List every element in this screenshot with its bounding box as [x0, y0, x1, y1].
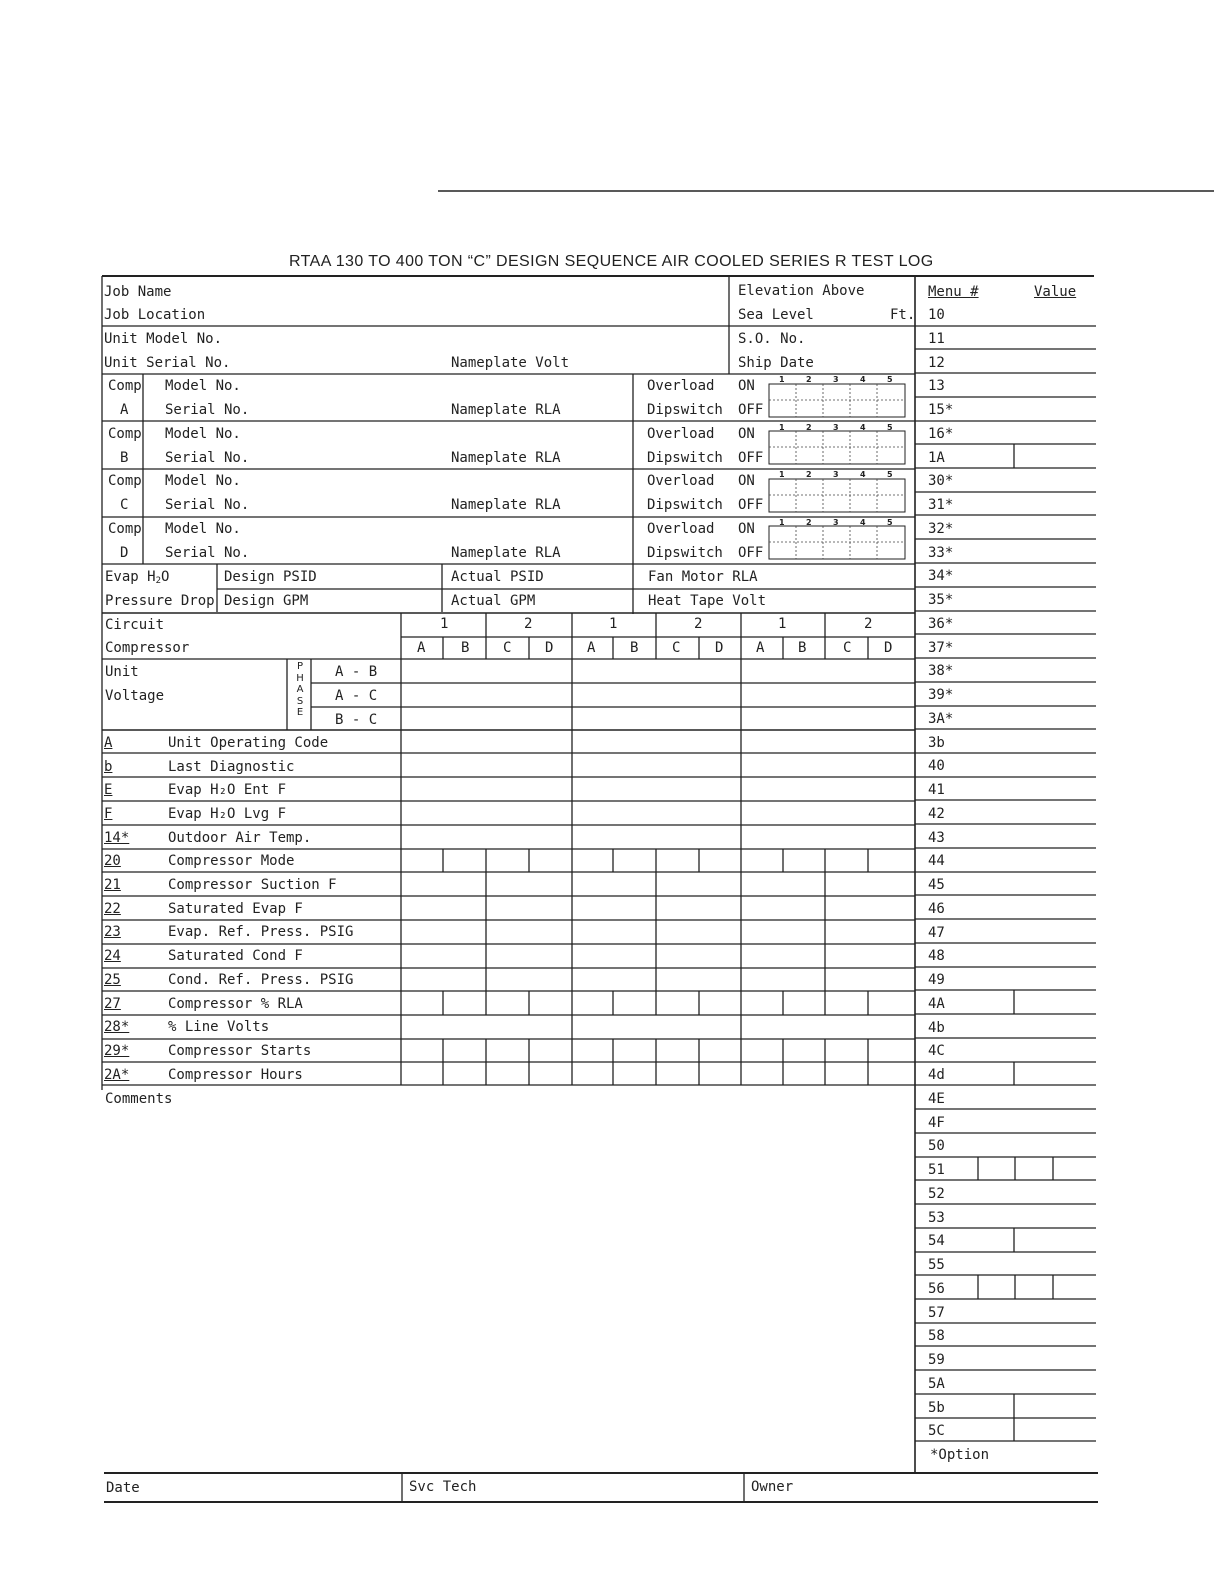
elevation-label: Elevation Above [738, 283, 865, 299]
compressor-letter: D [545, 640, 554, 656]
reading-label: Saturated Evap F [168, 901, 303, 917]
phase-letter: H [296, 672, 304, 684]
owner-label: Owner [751, 1479, 794, 1495]
overload-label: Overload [647, 378, 715, 394]
phase-letter: A [296, 684, 304, 696]
menu-number: 31* [928, 497, 954, 513]
phase-letter: E [296, 707, 304, 719]
reading-code: F [104, 806, 113, 822]
phase-label [294, 661, 306, 719]
dipswitch-number: 2 [806, 423, 812, 432]
menu-number: 56 [928, 1280, 945, 1297]
dipswitch-number: 4 [860, 470, 866, 479]
comp-label: Comp [108, 473, 142, 489]
comp-label: Comp [108, 378, 142, 394]
job-name-label: Job Name [104, 284, 172, 300]
reading-label: Compressor % RLA [168, 996, 303, 1012]
menu-header: Menu # [928, 284, 979, 300]
compressor-letter: C [843, 640, 852, 656]
reading-label: Outdoor Air Temp. [168, 830, 312, 846]
dipswitch-number: 3 [833, 423, 839, 432]
menu-number: 35* [928, 592, 954, 608]
comp-nameplate-rla-label: Nameplate RLA [451, 450, 561, 466]
comp-nameplate-rla-label: Nameplate RLA [451, 545, 561, 561]
compressor-letter: B [461, 640, 470, 656]
nameplate-volt-label: Nameplate Volt [451, 355, 570, 371]
design-gpm-label: Design GPM [224, 593, 309, 609]
comp-serial-label: Serial No. [165, 497, 250, 513]
design-psid-label: Design PSID [224, 569, 317, 585]
dipswitch-off-label: OFF [738, 450, 764, 466]
option-note: *Option [930, 1447, 990, 1463]
unit-model-label: Unit Model No. [104, 331, 223, 347]
menu-number: 4b [928, 1019, 945, 1036]
menu-number: 37* [928, 639, 954, 656]
dipswitch-number: 4 [860, 518, 866, 527]
menu-number: 4d [928, 1067, 945, 1083]
menu-number: 57 [928, 1304, 945, 1321]
reading-code: 23 [104, 924, 121, 940]
reading-label: Evap H₂O Ent F [168, 782, 287, 798]
menu-number: 47 [928, 924, 945, 941]
sea-level-label: Sea Level [738, 307, 814, 323]
phase-letter: S [296, 695, 304, 707]
reading-code: 27 [104, 996, 121, 1012]
comp-nameplate-rla-label: Nameplate RLA [451, 497, 561, 513]
dipswitch-number: 1 [779, 423, 785, 432]
menu-number: 4C [928, 1043, 945, 1060]
comp-letter: C [120, 497, 129, 513]
dipswitch-number: 3 [833, 375, 839, 384]
menu-number: 45 [928, 877, 945, 893]
reading-label: Compressor Hours [168, 1067, 303, 1083]
menu-number: 44 [928, 853, 945, 870]
reading-label: % Line Volts [168, 1019, 270, 1035]
overload-label: Overload [647, 473, 715, 489]
comp-model-label: Model No. [165, 473, 241, 489]
menu-number: 55 [928, 1257, 945, 1273]
reading-code: 25 [104, 972, 121, 988]
menu-number: 58 [928, 1328, 945, 1345]
dipswitch-on-label: ON [738, 426, 755, 442]
menu-number: 4F [928, 1114, 945, 1131]
dipswitch-number: 5 [887, 423, 893, 432]
comp-letter: B [120, 450, 129, 466]
menu-number: 13 [928, 378, 945, 395]
reading-code: 22 [104, 901, 121, 917]
menu-number: 54 [928, 1233, 945, 1250]
menu-number: 33* [928, 544, 954, 561]
menu-number: 53 [928, 1209, 945, 1226]
comp-serial-label: Serial No. [165, 545, 250, 561]
menu-number: 48 [928, 948, 945, 965]
reading-label: Compressor Starts [168, 1043, 312, 1059]
evap-h2o-label: Evap $H_2O$ [105, 569, 170, 586]
reading-label: Compressor Mode [168, 853, 295, 869]
menu-number: 39* [928, 687, 954, 703]
overload-label: Overload [647, 426, 715, 442]
compressor-letter: B [798, 640, 807, 656]
compressor-letter: A [756, 640, 765, 656]
dipswitch-number: 1 [779, 375, 785, 384]
comp-model-label: Model No. [165, 378, 241, 394]
compressor-letter: D [884, 640, 893, 656]
circuit-number: 2 [524, 616, 533, 632]
svc-tech-label: Svc Tech [409, 1479, 477, 1495]
menu-number: 46 [928, 900, 945, 917]
menu-number: 10 [928, 307, 945, 323]
menu-number: 5b [928, 1399, 945, 1416]
compressor-letter: A [417, 640, 426, 656]
job-location-label: Job Location [104, 307, 206, 323]
dipswitch-label: Dipswitch [647, 450, 723, 466]
ship-date-label: Ship Date [738, 355, 814, 371]
menu-number: 3A* [928, 710, 954, 727]
circuit-number: 1 [440, 616, 449, 632]
phase-pair-label: A - B [335, 664, 378, 680]
menu-number: 49 [928, 972, 945, 988]
comp-serial-label: Serial No. [165, 402, 250, 418]
reading-label: Evap H₂O Lvg F [168, 806, 287, 822]
menu-number: 3b [928, 734, 945, 751]
form-title: RTAA 130 TO 400 TON “C” DESIGN SEQUENCE AIR COOLED SERIES R TEST LOG [289, 253, 934, 270]
phase-pair-label: A - C [335, 688, 378, 704]
menu-number: 34* [928, 568, 954, 585]
comp-label: Comp [108, 426, 142, 442]
menu-number: 52 [928, 1185, 945, 1202]
reading-code: 29* [104, 1043, 130, 1059]
so-number-label: S.O. No. [738, 331, 806, 347]
reading-code: E [104, 782, 113, 798]
menu-number: 4A [928, 995, 945, 1012]
menu-number: 1A [928, 449, 945, 466]
menu-number: 30* [928, 473, 954, 490]
heat-tape-volt-label: Heat Tape Volt [648, 593, 767, 609]
dipswitch-off-label: OFF [738, 497, 764, 513]
dipswitch-number: 5 [887, 375, 893, 384]
phase-pair-label: B - C [335, 712, 378, 728]
menu-number: 16* [928, 425, 954, 442]
comp-serial-label: Serial No. [165, 450, 250, 466]
dipswitch-on-label: ON [738, 521, 755, 537]
circuit-number: 1 [778, 616, 787, 632]
dipswitch-off-label: OFF [738, 545, 764, 561]
reading-code: 14* [104, 830, 130, 846]
compressor-letter: D [715, 640, 724, 656]
elevation-unit: Ft. [890, 307, 916, 323]
dipswitch-on-label: ON [738, 378, 755, 394]
unit-voltage-label-2: Voltage [105, 688, 165, 704]
dipswitch-number: 5 [887, 470, 893, 479]
reading-label: Last Diagnostic [168, 759, 295, 775]
value-header: Value [1034, 284, 1077, 300]
reading-code: 24 [104, 948, 121, 964]
reading-code: 2A* [104, 1067, 130, 1083]
actual-gpm-label: Actual GPM [451, 593, 536, 609]
dipswitch-on-label: ON [738, 473, 755, 489]
dipswitch-label: Dipswitch [647, 497, 723, 513]
menu-number: 12 [928, 354, 945, 371]
menu-number: 15* [928, 402, 954, 418]
menu-number: 50 [928, 1138, 945, 1155]
actual-psid-label: Actual PSID [451, 569, 544, 585]
compressor-label: Compressor [105, 640, 190, 656]
comp-letter: A [120, 402, 129, 418]
dipswitch-number: 2 [806, 470, 812, 479]
comp-letter: D [120, 545, 129, 561]
comp-model-label: Model No. [165, 426, 241, 442]
phase-letter: P [296, 661, 304, 672]
menu-number: 59 [928, 1352, 945, 1368]
compressor-letter: B [630, 640, 639, 656]
circuit-number: 2 [694, 616, 703, 632]
dipswitch-number: 4 [860, 375, 866, 384]
comp-label: Comp [108, 521, 142, 537]
menu-number: 11 [928, 330, 945, 347]
menu-number: 32* [928, 520, 954, 537]
menu-number: 4E [928, 1090, 945, 1107]
circuit-number: 2 [864, 616, 873, 632]
dipswitch-number: 1 [779, 518, 785, 527]
reading-code: 20 [104, 853, 121, 869]
dipswitch-number: 3 [833, 518, 839, 527]
circuit-label: Circuit [105, 617, 165, 633]
comp-model-label: Model No. [165, 521, 241, 537]
fan-motor-rla-label: Fan Motor RLA [648, 569, 758, 585]
reading-code: A [104, 735, 113, 751]
menu-number: 36* [928, 615, 954, 632]
overload-label: Overload [647, 521, 715, 537]
dipswitch-number: 2 [806, 518, 812, 527]
dipswitch-number: 2 [806, 375, 812, 384]
menu-number: 41 [928, 782, 945, 798]
menu-number: 5A [928, 1375, 945, 1392]
reading-label: Cond. Ref. Press. PSIG [168, 972, 354, 988]
comments-label: Comments [105, 1091, 173, 1107]
reading-label: Evap. Ref. Press. PSIG [168, 924, 354, 940]
unit-voltage-label-1: Unit [105, 664, 139, 680]
reading-code: b [104, 759, 113, 775]
reading-code: 21 [104, 877, 121, 893]
comp-nameplate-rla-label: Nameplate RLA [451, 402, 561, 418]
reading-label: Compressor Suction F [168, 877, 337, 893]
menu-number: 38* [928, 663, 954, 680]
menu-number: 40 [928, 758, 945, 775]
dipswitch-number: 4 [860, 423, 866, 432]
dipswitch-label: Dipswitch [647, 545, 723, 561]
pressure-drop-label: Pressure Drop [105, 593, 215, 609]
date-label: Date [106, 1480, 140, 1496]
dipswitch-number: 1 [779, 470, 785, 479]
compressor-letter: C [672, 640, 681, 656]
menu-number: 42 [928, 805, 945, 822]
reading-code: 28* [104, 1019, 130, 1035]
reading-label: Unit Operating Code [168, 735, 329, 751]
dipswitch-label: Dipswitch [647, 402, 723, 418]
circuit-number: 1 [609, 616, 618, 632]
menu-number: 51 [928, 1162, 945, 1178]
compressor-letter: C [503, 640, 512, 656]
dipswitch-number: 5 [887, 518, 893, 527]
menu-number: 5C [928, 1423, 945, 1440]
dipswitch-number: 3 [833, 470, 839, 479]
dipswitch-off-label: OFF [738, 402, 764, 418]
compressor-letter: A [587, 640, 596, 656]
unit-serial-label: Unit Serial No. [104, 355, 231, 371]
reading-label: Saturated Cond F [168, 948, 303, 964]
menu-number: 43 [928, 829, 945, 846]
